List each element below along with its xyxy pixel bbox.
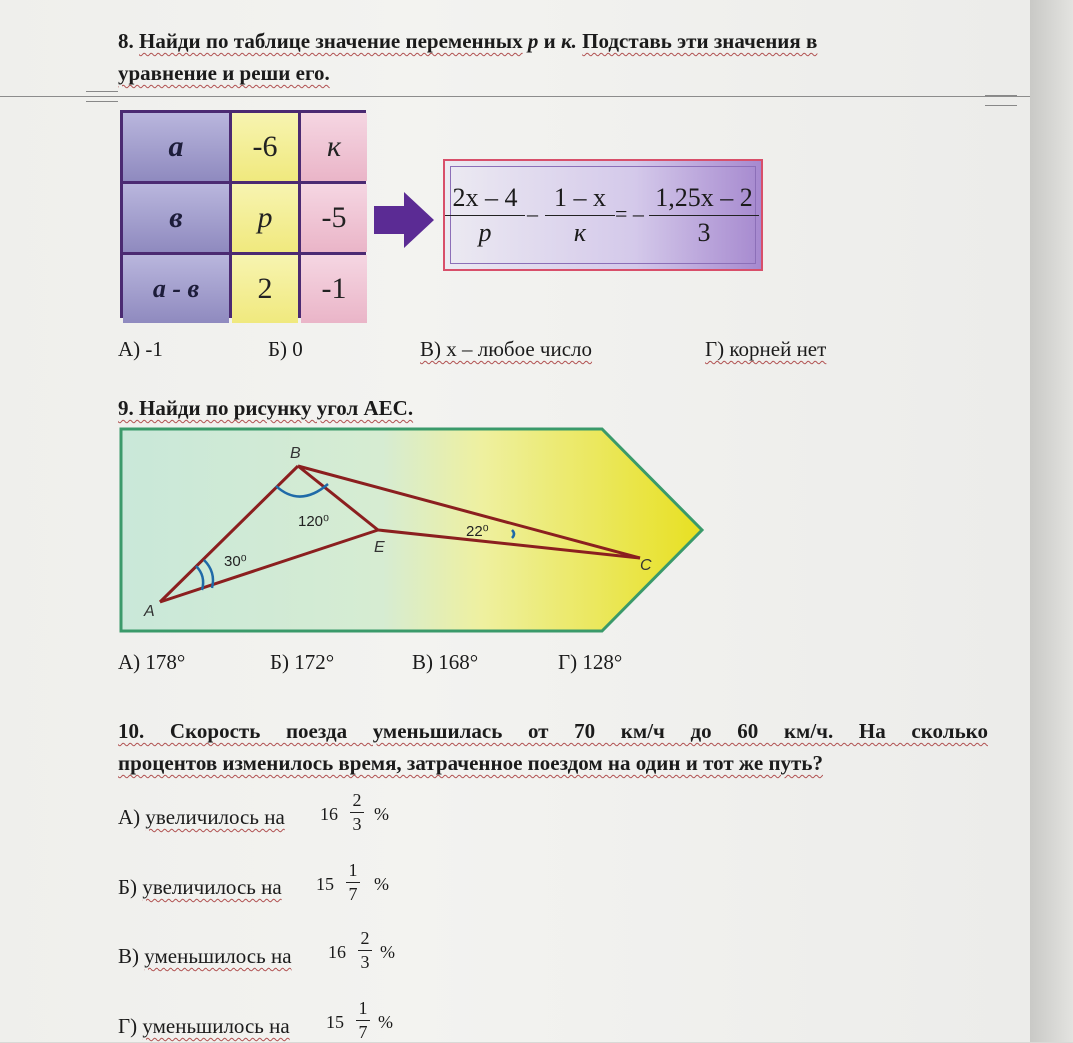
label-c: C [640,557,652,574]
label-e: E [374,539,385,556]
table-cell: -6 [232,113,298,181]
label-b: B [290,445,301,462]
q8-answer-g: Г) корней нет [705,337,827,361]
q10-line1: 10. Скорость поезда уменьшилась от 70 км/ч до 60 км/ч. На сколько [118,719,988,743]
q9-answer-b: Б) 172° [270,650,335,674]
table-cell: -1 [301,255,367,323]
table-cell: а - в [123,255,229,323]
window-edge [1030,0,1073,1042]
table-cell: -5 [301,184,367,252]
table-cell: 2 [232,255,298,323]
variables-table [120,110,366,318]
label-a: A [144,603,155,620]
angle-b-label: 120⁰ [298,513,330,530]
right-arrow-icon [374,192,436,248]
q10-answer-v: В) уменьшилось на [118,944,292,968]
fraction-1: 2x – 4 p [445,183,525,248]
q9-title: 9. Найди по рисунку угол АЕС. [118,396,414,420]
q9-answer-v: В) 168° [412,650,479,674]
q9-answer-g: Г) 128° [558,650,623,674]
fraction-2: 1 – x к [545,183,615,248]
q8-line2: уравнение и реши его. [118,61,330,85]
q10-answer-b: Б) увеличилось на [118,875,282,899]
q8-answer-a: А) -1 [118,337,163,361]
q9-answer-a: А) 178° [118,650,186,674]
table-cell: в [123,184,229,252]
table-cell: а [123,113,229,181]
figure-background [121,429,702,631]
q10-answer-a: А) увеличилось на [118,805,285,829]
triangle-figure [118,426,708,636]
margin-marker-left [86,91,118,102]
table-cell: р [232,184,298,252]
fraction-3: 1,25x – 2 3 [649,183,759,248]
angle-a-label: 30⁰ [224,553,247,570]
margin-marker-right [985,95,1017,106]
q10-line2: процентов изменилось время, затраченное поездом на один и тот же путь? [118,751,823,775]
page-divider [0,96,1030,97]
q10-answer-g: Г) уменьшилось на [118,1014,290,1038]
table-cell: к [301,113,367,181]
equation-box: 2x – 4 p – 1 – x к = – 1,25x – 2 3 [443,159,763,271]
q8-answer-b: Б) 0 [268,337,303,361]
q8-answer-v: В) x – любое число [420,337,593,361]
q8-line1: 8. Найди по таблице значение переменных p и к. Подставь эти значения в [118,29,818,53]
angle-c-label: 22⁰ [466,523,489,540]
